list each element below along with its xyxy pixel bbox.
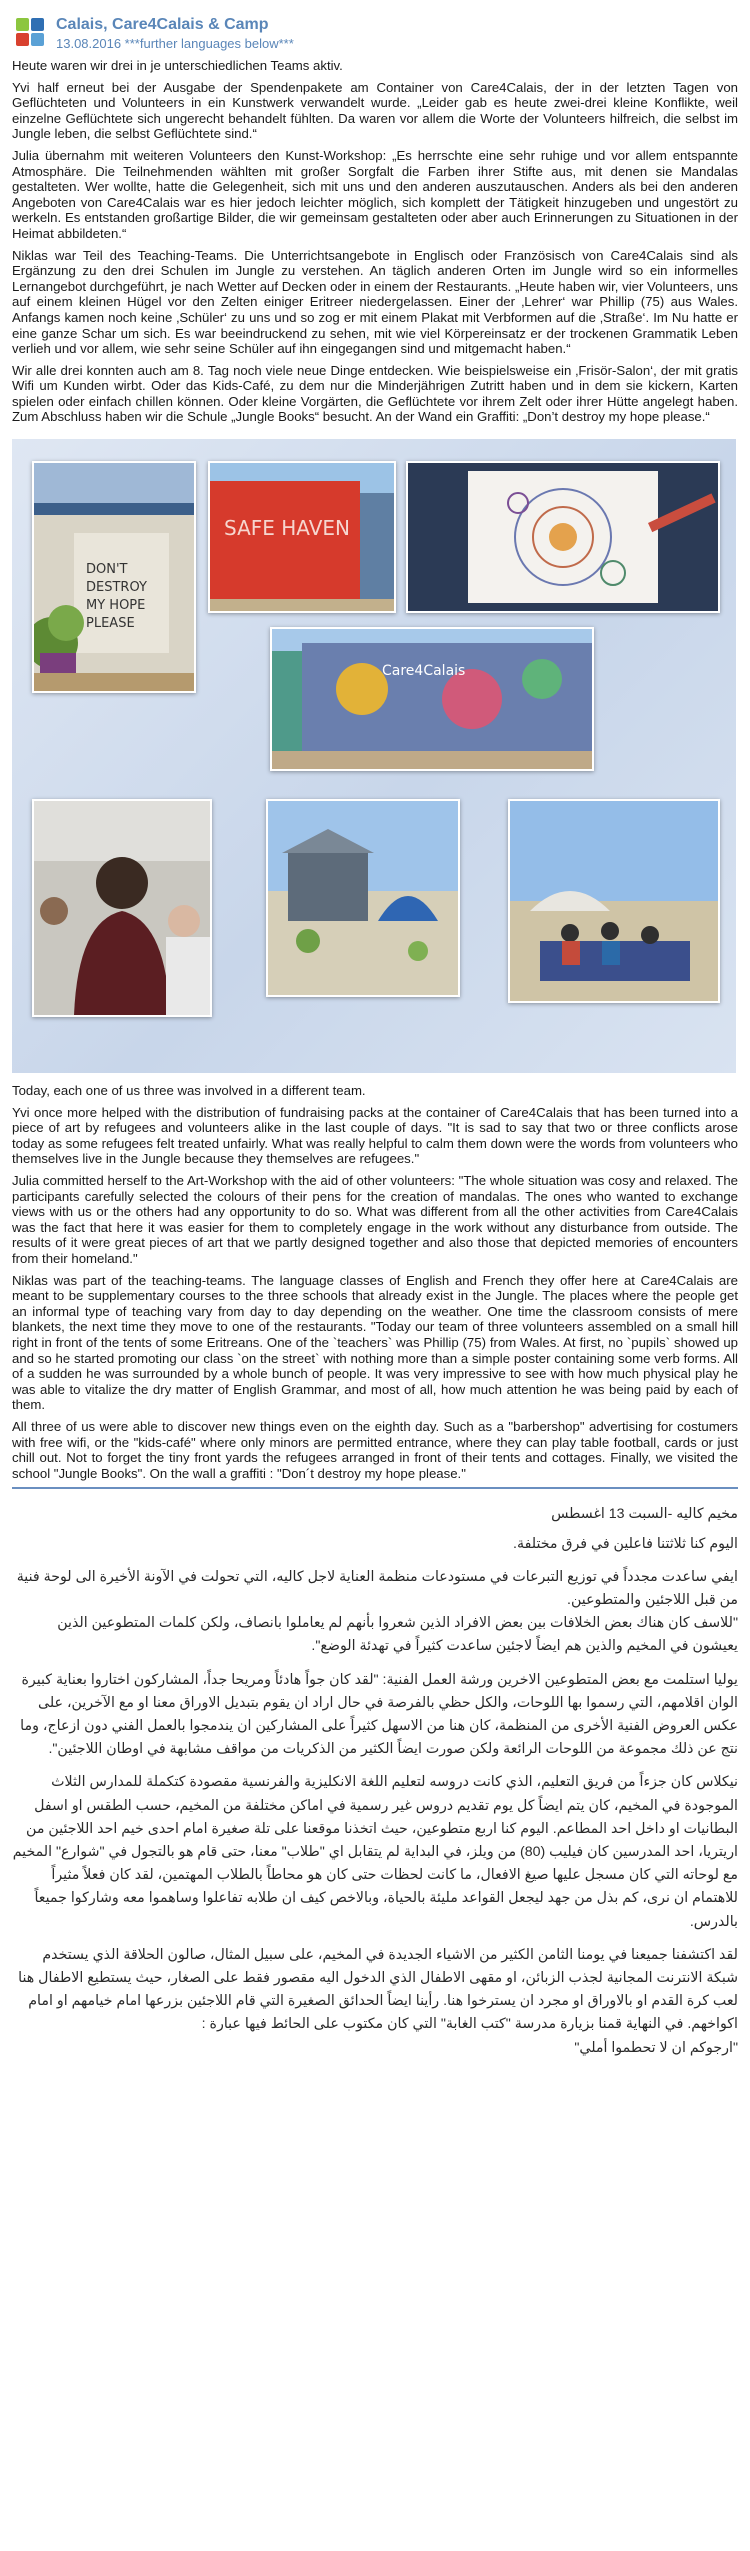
english-paragraph: All three of us were able to discover new things even on the eighth day. Such as a "barbershop" advertising for costumers with free wifi, or the "kids-café" where only minors are permitted entrance, where they can play table football, cards or just chill out. Not to forget the tiny front yards the refugees arranged in front of their tents and cottages. Finally, we visited the school "Jungle Books". On the wall a graffiti : "Don´t destroy my hope please." bbox=[12, 1418, 738, 1481]
german-paragraph: Yvi half erneut bei der Ausgabe der Spendenpakete am Container von Care4Calais, der in der letzten Tagen von Geflüchteten und Volunteers in ein Kunstwerk verwandelt wurde. „Leider gab es heute zwei-drei kleine Konflikte, weil einzelne Geflüchtete sich ungerecht behandelt fühlten. Da waren vor allem die Worte der Volunteers hilfreich, die selbst im Jungle leben, die selbst Geflüchtete sind.“ bbox=[12, 79, 738, 142]
english-paragraph: Today, each one of us three was involved in a different team. bbox=[12, 1083, 366, 1099]
german-section bbox=[12, 58, 738, 425]
mural-container-photo bbox=[270, 627, 594, 771]
arabic-paragraph: "ارجوكم ان لا تحطموا أملي" bbox=[574, 2039, 738, 2056]
german-paragraph: Heute waren wir drei in je unterschiedlichen Teams aktiv. bbox=[12, 58, 343, 73]
english-section bbox=[12, 1083, 738, 1481]
arabic-paragraph: ايفي ساعدت مجدداً في توزيع التبرعات في مستودعات منظمة العناية لاجل كاليه، التي تحولت في الآونة الأخيرة الى لوحة فنية من قبل اللاجئين والمتطوعين. bbox=[16, 1568, 738, 1608]
mandala-drawing-photo bbox=[406, 461, 720, 613]
sign-text-1: DON'T bbox=[86, 562, 128, 578]
arabic-paragraph: اليوم كنا ثلاثتنا فاعلين في فرق مختلفة. bbox=[513, 1535, 738, 1552]
post-header bbox=[12, 14, 738, 58]
german-paragraph: Julia übernahm mit weiteren Volunteers den Kunst-Workshop: „Es herrschte eine sehr ruhige und vor allem entspannte Atmosphäre. Die Teilnehmenden wählten mit großer Sorgfalt die Farben ihrer Stifte aus, mit denen sie Mandalas gestalteten. Wer wollte, hatte die Gelegenheit, sich mit uns und den anderen auszutauschen. Anders als bei den anderen Angeboten von Care4Calais war es hier jedoch leichter möglich, sich komplett der Tätigkeit hinzugeben und ungestört zu werkeln. Es entstanden großartige Bilder, die wir gemeinsam gestalteten oder aber auch Erinnerungen zu Situationen in der Heimat abbildeten.“ bbox=[12, 147, 738, 241]
photo-collage bbox=[12, 439, 736, 1073]
sign-text-3: MY HOPE bbox=[86, 598, 146, 614]
safe-haven-container-photo bbox=[208, 461, 396, 613]
arabic-paragraph: يوليا استلمت مع بعض المتطوعين الاخرين ورشة العمل الفنية: "لقد كان جواً هادئاً ومريحا جداً، المشاركون اختاروا بعناية كبيرة الوان اقلامهم، التي رسموا بها اللوحات، والكل حظي بالفرصة في حال اراد ان يقوم بتبديل الاوراق معنا او مع الآخرين، على عكس العروض الفنية الأخرى من المنظمة، كان هنا من الاسهل كثيراً على المشاركين ان يندمجوا بالعمل الفني دون ازعاج، وما نتج عن ذلك مجموعة من اللوحات الرائعة ولكن صورت ايضاً الكثير من الذكريات من مواقف مشابهة في اوطان اللاجئين". bbox=[20, 1671, 738, 1758]
post-title: Calais, Care4Calais & Camp bbox=[56, 16, 269, 33]
care4calais-logo-icon bbox=[16, 18, 44, 46]
section-divider bbox=[12, 1487, 738, 1489]
mural-text: Care4Calais bbox=[382, 663, 466, 680]
camp-tents-photo bbox=[266, 799, 460, 997]
post-date: 13.08.2016 ***further languages below*** bbox=[56, 36, 294, 51]
arabic-paragraph: "للاسف كان هناك بعض الخلافات بين بعض الافراد الذين شعروا بأنهم لم يعاملوا بانصاف، ولكن كلمات المتطوعين الذين يعيشون في المخيم والذين هم ايضاً لاجئين ساعدت كثيراً في تهدئة الوضع". bbox=[57, 1615, 738, 1655]
arabic-paragraph: مخيم كاليه -السبت 13 اغسطس bbox=[551, 1506, 738, 1523]
container-text: SAFE HAVEN bbox=[224, 516, 350, 541]
english-paragraph: Julia committed herself to the Art-Workshop with the aid of other volunteers: "The whole situation was cosy and relaxed. The participants carefully selected the colours of their pens for the creation of mandalas. The ones who wanted to exchange views with us or the others had any opportunity to do so. What was different from all the other activities from Care4Calais was the fact that here it was easier for them to completely engage in the work without any disturbance from outside. The results of it were great pieces of art that we partly designed together and also those that depicted memories of encounters from their homeland." bbox=[12, 1173, 738, 1266]
sign-text-2: DESTROY bbox=[86, 580, 147, 596]
english-paragraph: Niklas was part of the teaching-teams. The language classes of English and French they offer here at Care4Calais are meant to be supplementary courses to the three schools that already exist in the Jungle. The places where the people get an informal type of teaching vary from day to day depending on the weather. One time the classroom consists of mere blankets, the next time they move to one of the restaurants. "Today our team of three volunteers assembled on a small hill right in front of the tents of some Eritreans. One of the `teachers` was Phillip (75) from Wales. At first, no `pupils` showed up and so he started promoting our class `on the street` with nothing more than a simple poster containing some verb forms. All of a sudden he was surrounded by a whole bunch of people. It was very impressive to see with how much physical play he was able to vitalize the dry matter of English Grammar, and most of all, how much attention he was being paid by each of them. bbox=[12, 1272, 738, 1413]
arabic-section bbox=[12, 1503, 738, 2059]
arabic-paragraph: لقد اكتشفنا جميعنا في يومنا الثامن الكثير من الاشياء الجديدة في المخيم، على سبيل المثال، صالون الحلاقة الذي يستخدم شبكة الانترنت المجانية لجذب الزبائن، او مقهى الاطفال الذي الدخول اليه مقصور فقط على الصغار، حيث يستطيع الاطفال هنا لعب كرة القدم او بالاوراق او مجرد ان يسترخوا هنا. رأينا ايضاً الحدائق الصغيرة التي قام اللاجئين بزرعها امام خيامهم او امام اكواخهم. في النهاية قمنا بزيارة مدرسة "كتب الغابة" التي كان مكتوب على الحائط فيها عبارة : bbox=[18, 1946, 738, 2033]
german-paragraph: Wir alle drei konnten auch am 8. Tag noch viele neue Dinge entdecken. Wie beispielsweise ein ‚Frisör-Salon‘, der mit gratis Wifi um Kunden wirbt. Oder das Kids-Café, zu dem nur die Minderjährigen Zutritt haben und in dem sie kickern, Karten spielen oder einfach chillen können. Oder kleine Vorgärten, die Geflüchtete vor ihrem Zelt oder ihrer Hütte angelegt haben. Zum Abschluss haben wir die Schule „Jungle Books“ besucht. An der Wand ein Graffiti: „Don’t destroy my hope please.“ bbox=[12, 362, 738, 425]
sign-text-4: PLEASE bbox=[86, 616, 135, 632]
volunteers-people-photo bbox=[32, 799, 212, 1017]
german-paragraph: Niklas war Teil des Teaching-Teams. Die Unterrichtsangebote in Englisch oder Französisch von Care4Calais sind als Ergänzung zu den drei Schulen im Jungle zu verstehen. An täglich anderen Orten im Jungle wird so ein informelles Lernangebot durchgeführt, je nach Wetter auf Decken oder in einem der Restaurants. „Heute haben wir, vier Volunteers, uns auf einem kleinen Hügel vor den Zelten einiger Eritreer niedergelassen. Einer der ‚Lehrer‘ war Phillip (75) aus Wales. Anfangs kamen noch keine ‚Schüler‘ zu uns und so zog er mit einem Plakat mit Verbformen auf die ‚Straße‘. Im Nu hatte er eine ganze Schar um sich. Es war beeindruckend zu sehen, mit wie viel Körpereinsatz er der trockenen Grammatik Leben verlieh und vor allem, wie sehr seine Schüler auf ihn eingegangen sind und mitgemacht haben.“ bbox=[12, 247, 738, 357]
teaching-blankets-photo bbox=[508, 799, 720, 1003]
english-paragraph: Yvi once more helped with the distribution of fundraising packs at the container of Care4Calais that has been turned into a piece of art by refugees and volunteers alike in the last couple of days. "It is sad to say that two or three conflicts arose today as some refugees felt treated unfairly. What was really helpful to calm them down were the words from volunteers who themselves live in the Jungle because they themselves are refugees." bbox=[12, 1104, 738, 1167]
arabic-paragraph: نيكلاس كان جزءاً من فريق التعليم، الذي كانت دروسه لتعليم اللغة الانكليزية والفرنسية مقصودة كتكملة للمدارس الثلاث الموجودة في المخيم، كان يتم ايضاً كل يوم تقديم دروس غير رسمية في اماكن مختلفة من المخيم، حسب الطقس او اسفل البطانيات او داخل احد المطاعم. اليوم كنا اربع متطوعين، حيث اتخذنا موقعنا على تلة صغيرة امام احدى خيم احد اللاجئين من اريتريا، احد المدرسين كان فيليب (80) من ويلز، في البداية لم يتقابل اي "طلاب" معنا، حتى قام هو بالتجول في "شوارع" المخيم مع لوحاته التي كان مسجل عليها صيغ الافعال، ما كانت لحظات حتى كان هو محاطاً بالطلاب المهتمين، لقد كان فعلاً مثيراً للاهتمام ان نرى، كم بذل من جهد ليجعل القواعد مليئة بالحياة، وبالاخص كيف ان طلابه تفاعلوا وساهموا معه وشاركوا جميعاً بالدرس. bbox=[12, 1774, 738, 1930]
graffiti-wall-photo bbox=[32, 461, 196, 693]
